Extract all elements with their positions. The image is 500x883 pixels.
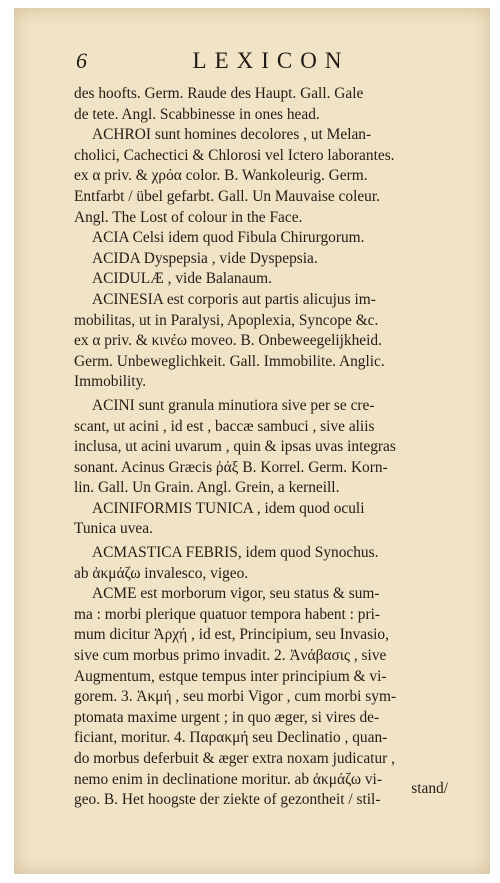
entry-aciniformis-line: ACINIFORMIS TUNICA , idem quod oculi	[92, 499, 365, 517]
text-line: Tunica uvea.	[74, 520, 153, 538]
entry-acia-line: ACIA Celsi idem quod Fibula Chirurgorum.	[92, 229, 365, 247]
text-line: Germ. Unbeweglichkeit. Gall. Immobilite. Anglic.	[74, 352, 385, 370]
text-line: Augmentum, estque tempus inter principium & vi-	[74, 667, 387, 685]
catchword: stand/	[411, 780, 448, 797]
entry-acida-line: ACIDA Dyspepsia , vide Dyspepsia.	[92, 249, 318, 267]
text-line: geo. B. Het hoogste der ziekte of gezontheit / stil-	[74, 791, 381, 809]
entry-acidulae-line: ACIDULÆ , vide Balanaum.	[92, 270, 272, 288]
text-line: nemo enim in declinatione moritur. ab ἀκμάζω vi-	[74, 770, 382, 788]
text-line: lin. Gall. Un Grain. Angl. Grein, a kerneill.	[74, 479, 340, 497]
entry-acinesia-line: ACINESIA est corporis aut partis alicujus im-	[92, 290, 376, 308]
entry-text	[74, 84, 462, 811]
entry-achroi-line: ACHROI sunt homines decolores , ut Melan-	[92, 126, 372, 144]
text-line: Immobility.	[74, 373, 147, 391]
text-line: Angl. The Lost of colour in the Face.	[74, 208, 303, 226]
page-number: 6	[76, 48, 87, 73]
text-line: sonant. Acinus Græcis ῥάξ B. Korrel. Germ. Korn-	[74, 458, 388, 476]
text-line: ma : morbi plerique quatuor tempora habent : pri-	[74, 605, 381, 623]
text-line: mobilitas, ut in Paralysi, Apoplexia, Syncope &c.	[74, 311, 379, 329]
page-header	[76, 48, 466, 82]
book-page	[14, 8, 490, 874]
text-line: de tete. Angl. Scabbinesse in ones head.	[74, 105, 320, 123]
entry-acini-line: ACINI sunt granula minutiora sive per se cre-	[92, 396, 375, 414]
text-line: cholici, Cachectici & Chlorosi vel Ictero laborantes.	[74, 146, 395, 164]
running-head: LEXICON	[192, 48, 350, 73]
text-line: sive cum morbus primo invadit. 2. Ἀνάβασις , sive	[74, 647, 387, 665]
text-line: des hoofts. Germ. Raude des Haupt. Gall. Gale	[74, 85, 364, 102]
text-line: ptomata maxime urgent ; in quo æger, si vires de-	[74, 708, 380, 726]
text-line: ficiant, moritur. 4. Παρακμή seu Declinatio , quan-	[74, 729, 388, 747]
text-line: mum dicitur Ἀρχή , id est, Principium, seu Invasio,	[74, 626, 389, 644]
text-line: do morbus deferbuit & æger extra noxam judicatur ,	[74, 750, 395, 767]
text-line: gorem. 3. Ἀκμή , seu morbi Vigor , cum morbi sym-	[74, 688, 397, 706]
text-line: inclusa, ut acini uvarum , quin & ipsas uvas integras	[74, 438, 396, 456]
text-line: Entfarbt / übel gefarbt. Gall. Un Mauvaise coleur.	[74, 187, 381, 205]
entry-acme-line: ACME est morborum vigor, seu status & sum-	[92, 585, 380, 603]
text-line: scant, ut acini , id est , baccæ sambuci , sive aliis	[74, 417, 375, 435]
entry-acmastica-line: ACMASTICA FEBRIS, idem quod Synochus.	[92, 544, 379, 562]
text-line: ab ἀκμάζω invalesco, vigeo.	[74, 564, 249, 582]
text-line: ex α priv. & κινέω moveo. B. Onbeweegelijkheid.	[74, 332, 382, 350]
text-line: ex α priv. & χρόα color. B. Wankoleurig. Germ.	[74, 167, 368, 185]
